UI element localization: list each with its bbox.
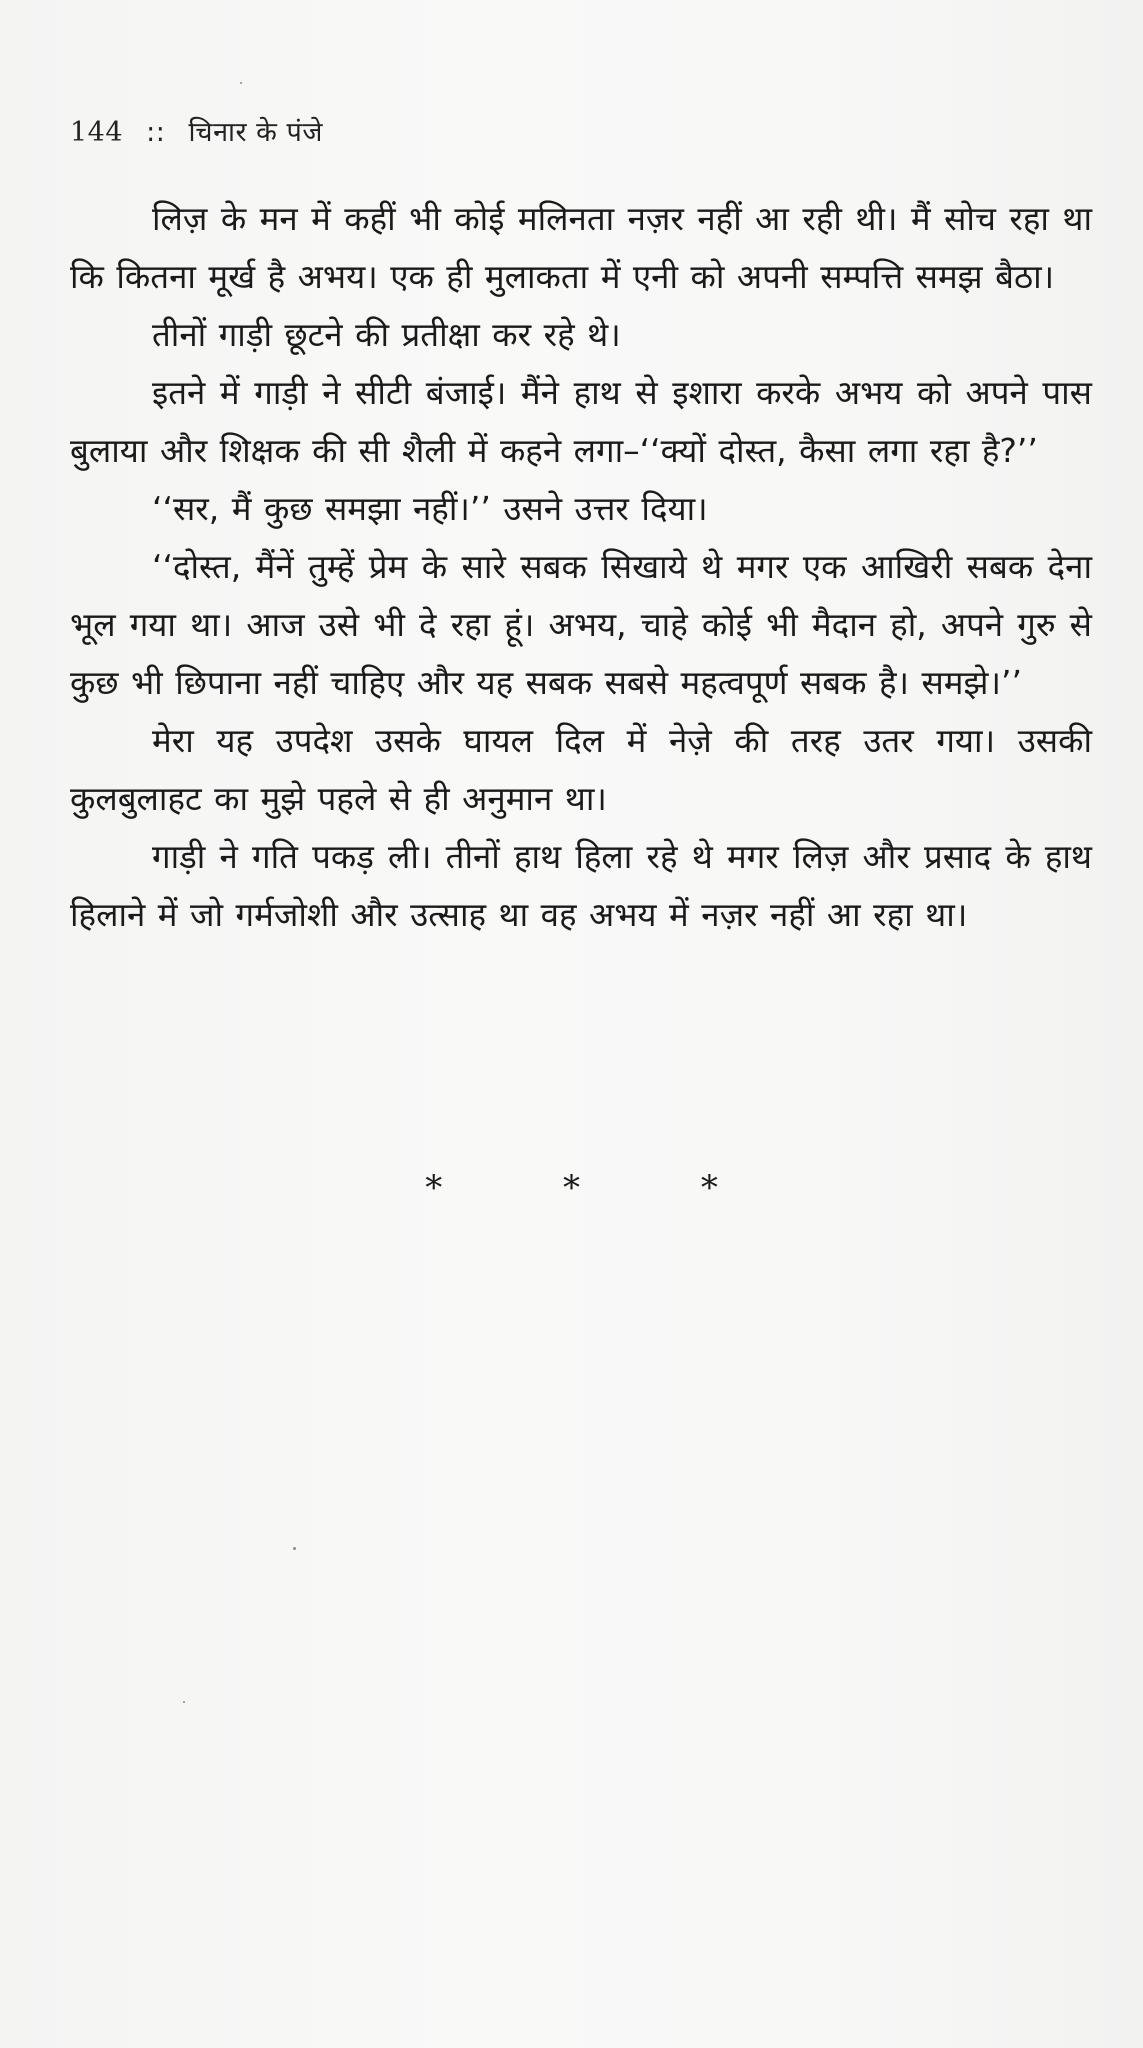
book-title: चिनार के पंजे: [188, 117, 323, 148]
paragraph: तीनों गाड़ी छूटने की प्रतीक्षा कर रहे थे।: [152, 315, 621, 354]
paragraph: इतने में गाड़ी ने सीटी बंजाई। मैंने हाथ से इशारा करके अभय को अपने पास बुलाया और शिक्षक की सी शैली में कहने लगा–‘‘क्यों दोस्त, कैसा लगा रहा है?’’: [70, 373, 1092, 470]
header-separator: ::: [146, 117, 166, 148]
asterisk-mark: *: [425, 1168, 443, 1208]
paragraph: ‘‘सर, मैं कुछ समझा नहीं।’’ उसने उत्तर दिया।: [152, 489, 708, 528]
paragraph: ‘‘दोस्त, मैंनें तुम्हें प्रेम के सारे सबक सिखाये थे मगर एक आखिरी सबक देना भूल गया था। आज उसे भी दे रहा हूं। अभय, चाहे कोई भी मैदान हो, अपने गुरु से कुछ भी छिपाना नहीं चाहिए और यह सबक सबसे महत्वपूर्ण सबक है। समझे।’’: [70, 547, 1092, 702]
section-break: [0, 1168, 1143, 1208]
asterisk-mark: *: [700, 1168, 718, 1208]
paragraph: लिज़ के मन में कहीं भी कोई मलिनता नज़र नहीं आ रही थी। मैं सोच रहा था कि कितना मूर्ख है अभय। एक ही मुलाकता में एनी को अपनी सम्पत्ति समझ बैठा।: [70, 199, 1092, 296]
paper-speck: [293, 1547, 296, 1550]
asterisk-mark: *: [563, 1168, 580, 1208]
paragraph: गाड़ी ने गति पकड़ ली। तीनों हाथ हिला रहे थे मगर लिज़ और प्रसाद के हाथ हिलाने में जो गर्मजोशी और उत्साह था वह अभय में नज़र नहीं आ रहा था।: [70, 837, 1092, 934]
body-text: [70, 190, 1092, 944]
paper-speck: [240, 82, 242, 84]
paragraph: मेरा यह उपदेश उसके घायल दिल में नेज़े की तरह उतर गया। उसकी कुलबुलाहट का मुझे पहले से ही अनुमान था।: [70, 721, 1092, 818]
page-number: 144: [70, 117, 124, 148]
paper-speck: [183, 1701, 185, 1703]
running-header: [70, 112, 323, 149]
